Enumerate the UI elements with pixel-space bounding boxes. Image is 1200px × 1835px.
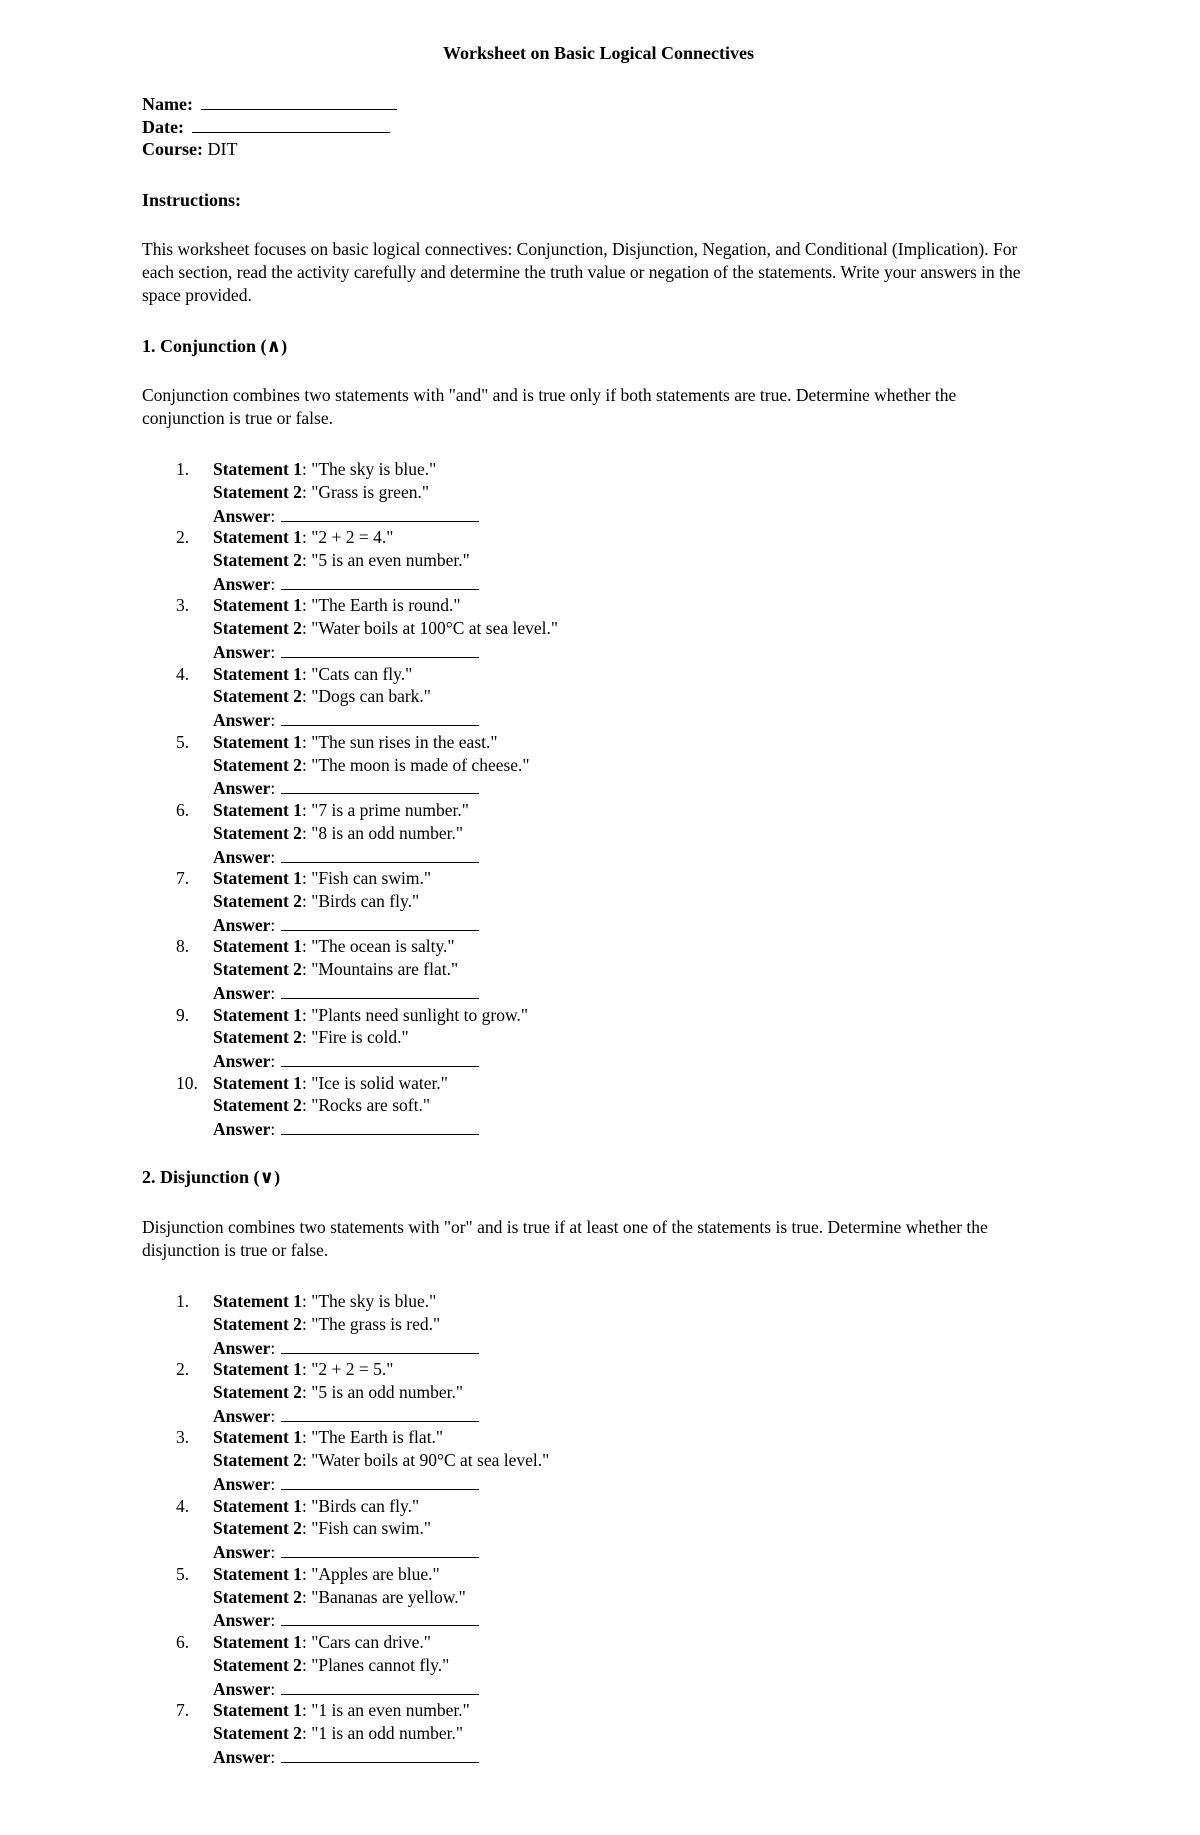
statement-2-line: Statement 2: "Water boils at 100°C at sea level." bbox=[213, 618, 559, 639]
statement-1-text: "Apples are blue." bbox=[311, 1563, 440, 1584]
conjunction-list bbox=[142, 458, 1022, 1140]
item-statements bbox=[213, 1631, 479, 1699]
answer-blank[interactable] bbox=[281, 1745, 479, 1763]
statement-2-line: Statement 2: "Dogs can bark." bbox=[213, 686, 431, 707]
statement-2-line: Statement 2: "Water boils at 90°C at sea level." bbox=[213, 1450, 550, 1471]
statement-1-label: Statement 1 bbox=[213, 1359, 302, 1380]
course-value: DIT bbox=[207, 139, 238, 159]
page-title: Worksheet on Basic Logical Connectives bbox=[443, 43, 754, 63]
answer-blank[interactable] bbox=[281, 504, 479, 522]
answer-blank[interactable] bbox=[281, 1677, 479, 1695]
item-statements bbox=[213, 458, 479, 526]
name-field[interactable] bbox=[142, 92, 397, 116]
statement-2-label: Statement 2 bbox=[213, 1381, 302, 1402]
statement-1-label: Statement 1 bbox=[213, 527, 302, 548]
answer-blank[interactable] bbox=[281, 1472, 479, 1490]
list-item bbox=[142, 731, 1022, 799]
answer-label: Answer bbox=[213, 1610, 271, 1631]
answer-blank[interactable] bbox=[281, 572, 479, 590]
statement-2-line: Statement 2: "The moon is made of cheese." bbox=[213, 754, 530, 775]
answer-blank[interactable] bbox=[281, 776, 479, 794]
statement-1-line: Statement 1: "The Earth is round." bbox=[213, 595, 461, 616]
answer-label: Answer bbox=[213, 1119, 271, 1140]
statement-1-line: Statement 1: "1 is an even number." bbox=[213, 1700, 470, 1721]
date-blank[interactable] bbox=[192, 115, 390, 133]
statement-1-label: Statement 1 bbox=[213, 1495, 302, 1516]
list-item bbox=[142, 799, 1022, 867]
statement-1-line: Statement 1: "The sky is blue." bbox=[213, 1291, 437, 1311]
item-statements bbox=[213, 1699, 479, 1767]
statement-1-text: "Cars can drive." bbox=[311, 1631, 431, 1652]
list-item bbox=[142, 1004, 1022, 1072]
answer-line[interactable]: Answer: bbox=[213, 1745, 479, 1768]
statement-2-line: Statement 2: "8 is an odd number." bbox=[213, 822, 464, 843]
list-item bbox=[142, 594, 1022, 662]
statement-2-text: "Planes cannot fly." bbox=[311, 1654, 450, 1675]
list-item bbox=[142, 1426, 1022, 1494]
item-statements bbox=[213, 1072, 479, 1140]
answer-blank[interactable] bbox=[281, 1117, 479, 1135]
statement-1-text: "The ocean is salty." bbox=[311, 936, 455, 957]
item-number: 7. bbox=[176, 868, 190, 889]
statement-2-text: "Fire is cold." bbox=[311, 1027, 409, 1048]
statement-1-line: Statement 1: "The ocean is salty." bbox=[213, 936, 455, 957]
item-statements bbox=[213, 935, 479, 1003]
statement-2-label: Statement 2 bbox=[213, 481, 302, 502]
statement-1-label: Statement 1 bbox=[213, 799, 302, 820]
statement-2-line: Statement 2: "Mountains are flat." bbox=[213, 959, 459, 980]
statement-2-text: "Birds can fly." bbox=[311, 890, 420, 911]
course-field bbox=[142, 138, 238, 161]
instructions-text: This worksheet focuses on basic logical connectives: Conjunction, Disjunction, Negation, and Conditional (Implication). For each section, read the activity carefully and determine the truth value or negation of the statements. Write your answers in the space provided. bbox=[142, 239, 1021, 305]
statement-2-label: Statement 2 bbox=[213, 549, 302, 570]
item-number: 4. bbox=[176, 663, 190, 684]
item-number: 9. bbox=[176, 1004, 190, 1025]
list-item bbox=[142, 1072, 1022, 1140]
statement-2-label: Statement 2 bbox=[213, 1654, 302, 1675]
item-number: 2. bbox=[176, 1359, 190, 1380]
statement-2-line: Statement 2: "Birds can fly." bbox=[213, 890, 420, 911]
statement-1-label: Statement 1 bbox=[213, 1072, 302, 1093]
answer-label: Answer bbox=[213, 1337, 271, 1358]
statement-2-label: Statement 2 bbox=[213, 686, 302, 707]
answer-label: Answer bbox=[213, 1542, 271, 1563]
statement-2-label: Statement 2 bbox=[213, 959, 302, 980]
answer-blank[interactable] bbox=[281, 1404, 479, 1422]
statement-1-label: Statement 1 bbox=[213, 1631, 302, 1652]
answer-label: Answer bbox=[213, 1678, 271, 1699]
answer-blank[interactable] bbox=[281, 1540, 479, 1558]
statement-2-label: Statement 2 bbox=[213, 618, 302, 639]
statement-2-label: Statement 2 bbox=[213, 1518, 302, 1539]
item-number: 1. bbox=[176, 1291, 190, 1311]
section-description-conjunction: Conjunction combines two statements with "and" and is true only if both statements are true. Determine whether the conjunction is true or false. bbox=[142, 385, 957, 428]
statement-1-label: Statement 1 bbox=[213, 1427, 302, 1448]
statement-2-text: "Rocks are soft." bbox=[311, 1095, 430, 1116]
statement-1-text: "Cats can fly." bbox=[311, 663, 413, 684]
statement-1-line: Statement 1: "Apples are blue." bbox=[213, 1563, 440, 1584]
list-item bbox=[142, 663, 1022, 731]
answer-line[interactable]: Answer: bbox=[213, 572, 479, 595]
statement-2-text: "The moon is made of cheese." bbox=[311, 754, 530, 775]
list-item bbox=[142, 867, 1022, 935]
statement-2-label: Statement 2 bbox=[213, 822, 302, 843]
item-number: 3. bbox=[176, 1427, 190, 1448]
item-statements bbox=[213, 1495, 479, 1563]
statement-2-text: "Water boils at 100°C at sea level." bbox=[311, 618, 559, 639]
item-statements bbox=[213, 1358, 479, 1426]
answer-label: Answer bbox=[213, 1405, 271, 1426]
statement-2-text: "8 is an odd number." bbox=[311, 822, 464, 843]
list-item bbox=[142, 1699, 1022, 1767]
answer-line[interactable]: Answer: bbox=[213, 640, 558, 663]
statement-1-label: Statement 1 bbox=[213, 663, 302, 684]
answer-blank[interactable] bbox=[281, 1608, 479, 1626]
statement-1-line: Statement 1: "2 + 2 = 4." bbox=[213, 527, 394, 548]
statement-1-line: Statement 1: "The sky is blue." bbox=[213, 459, 437, 479]
statement-1-text: "The Earth is round." bbox=[311, 595, 461, 616]
answer-blank[interactable] bbox=[281, 1049, 479, 1067]
statement-1-text: "Ice is solid water." bbox=[311, 1072, 448, 1093]
answer-label: Answer bbox=[213, 1051, 271, 1072]
statement-2-text: "Mountains are flat." bbox=[311, 959, 459, 980]
list-item bbox=[142, 935, 1022, 1003]
item-statements bbox=[213, 594, 558, 662]
statement-2-text: "5 is an even number." bbox=[311, 549, 470, 570]
statement-1-line: Statement 1: "Birds can fly." bbox=[213, 1495, 420, 1516]
statement-1-label: Statement 1 bbox=[213, 1291, 302, 1311]
item-number: 10. bbox=[176, 1072, 198, 1093]
item-number: 4. bbox=[176, 1495, 190, 1516]
item-statements bbox=[213, 526, 479, 594]
statement-1-line: Statement 1: "2 + 2 = 5." bbox=[213, 1359, 394, 1380]
list-item bbox=[142, 1631, 1022, 1699]
list-item bbox=[142, 1495, 1022, 1563]
instructions-heading: Instructions: bbox=[142, 190, 242, 210]
item-statements bbox=[213, 1290, 479, 1358]
answer-line[interactable]: Answer: bbox=[213, 1404, 479, 1427]
item-statements bbox=[213, 867, 479, 935]
statement-2-text: "Bananas are yellow." bbox=[311, 1586, 466, 1607]
statement-1-line: Statement 1: "Cats can fly." bbox=[213, 663, 413, 684]
item-number: 6. bbox=[176, 1631, 190, 1652]
statement-2-label: Statement 2 bbox=[213, 1027, 302, 1048]
answer-blank[interactable] bbox=[281, 981, 479, 999]
statement-2-label: Statement 2 bbox=[213, 890, 302, 911]
statement-2-text: "Dogs can bark." bbox=[311, 686, 431, 707]
statement-2-text: "Fish can swim." bbox=[311, 1518, 431, 1539]
answer-blank[interactable] bbox=[281, 845, 479, 863]
statement-1-line: Statement 1: "Ice is solid water." bbox=[213, 1072, 448, 1093]
item-number: 7. bbox=[176, 1700, 190, 1721]
item-statements bbox=[213, 663, 479, 731]
answer-line[interactable]: Answer: bbox=[213, 1540, 479, 1563]
section-heading-disjunction: 2. Disjunction (∨) bbox=[142, 1167, 281, 1187]
answer-blank[interactable] bbox=[281, 1336, 479, 1354]
statement-2-label: Statement 2 bbox=[213, 1586, 302, 1607]
item-number: 5. bbox=[176, 1563, 190, 1584]
answer-label: Answer bbox=[213, 1473, 271, 1494]
answer-label: Answer bbox=[213, 573, 271, 594]
statement-2-line: Statement 2: "1 is an odd number." bbox=[213, 1722, 464, 1743]
answer-line[interactable]: Answer: bbox=[213, 776, 530, 799]
date-field[interactable] bbox=[142, 115, 390, 139]
statement-2-line: Statement 2: "The grass is red." bbox=[213, 1313, 441, 1334]
item-statements bbox=[213, 1563, 479, 1631]
statement-2-text: "1 is an odd number." bbox=[311, 1722, 464, 1743]
answer-label: Answer bbox=[213, 982, 271, 1003]
statement-2-line: Statement 2: "Grass is green." bbox=[213, 481, 429, 502]
answer-line[interactable]: Answer: bbox=[213, 1336, 479, 1359]
answer-line[interactable]: Answer: bbox=[213, 1117, 479, 1140]
statement-1-text: "2 + 2 = 4." bbox=[311, 527, 394, 548]
statement-2-line: Statement 2: "5 is an even number." bbox=[213, 549, 470, 570]
answer-line[interactable]: Answer: bbox=[213, 845, 479, 868]
item-number: 2. bbox=[176, 527, 190, 548]
statement-1-label: Statement 1 bbox=[213, 459, 302, 479]
statement-1-text: "7 is a prime number." bbox=[311, 799, 469, 820]
item-statements bbox=[213, 1004, 528, 1072]
answer-label: Answer bbox=[213, 710, 271, 731]
item-statements bbox=[213, 731, 530, 799]
statement-2-label: Statement 2 bbox=[213, 1722, 302, 1743]
answer-line[interactable]: Answer: bbox=[213, 1677, 479, 1700]
answer-line[interactable]: Answer: bbox=[213, 708, 479, 731]
statement-1-text: "Fish can swim." bbox=[311, 868, 431, 889]
statement-1-text: "The Earth is flat." bbox=[311, 1427, 444, 1448]
statement-1-line: Statement 1: "Cars can drive." bbox=[213, 1631, 431, 1652]
statement-1-text: "1 is an even number." bbox=[311, 1700, 470, 1721]
answer-label: Answer bbox=[213, 914, 271, 935]
answer-line[interactable]: Answer: bbox=[213, 1472, 549, 1495]
answer-blank[interactable] bbox=[281, 913, 479, 931]
statement-2-label: Statement 2 bbox=[213, 1450, 302, 1471]
statement-1-label: Statement 1 bbox=[213, 1004, 302, 1025]
statement-2-line: Statement 2: "Planes cannot fly." bbox=[213, 1654, 450, 1675]
statement-2-text: "5 is an odd number." bbox=[311, 1381, 464, 1402]
list-item bbox=[142, 526, 1022, 594]
answer-line[interactable]: Answer: bbox=[213, 981, 479, 1004]
statement-1-text: "The sun rises in the east." bbox=[311, 731, 498, 752]
statement-2-text: "Water boils at 90°C at sea level." bbox=[311, 1450, 550, 1471]
name-label: Name: bbox=[142, 94, 193, 114]
statement-1-text: "2 + 2 = 5." bbox=[311, 1359, 394, 1380]
answer-label: Answer bbox=[213, 778, 271, 799]
item-statements bbox=[213, 1426, 549, 1494]
statement-1-label: Statement 1 bbox=[213, 595, 302, 616]
statement-2-line: Statement 2: "Fire is cold." bbox=[213, 1027, 409, 1048]
statement-1-line: Statement 1: "The sun rises in the east." bbox=[213, 731, 498, 752]
answer-label: Answer bbox=[213, 505, 271, 526]
item-number: 3. bbox=[176, 595, 190, 616]
statement-2-line: Statement 2: "5 is an odd number." bbox=[213, 1381, 464, 1402]
answer-line[interactable]: Answer: bbox=[213, 913, 479, 936]
answer-line[interactable]: Answer: bbox=[213, 1608, 479, 1631]
statement-1-text: "Birds can fly." bbox=[311, 1495, 420, 1516]
answer-line[interactable]: Answer: bbox=[213, 1049, 528, 1072]
statement-1-label: Statement 1 bbox=[213, 936, 302, 957]
statement-2-label: Statement 2 bbox=[213, 754, 302, 775]
statement-1-text: "The sky is blue." bbox=[311, 1291, 437, 1311]
statement-1-text: "The sky is blue." bbox=[311, 459, 437, 479]
answer-label: Answer bbox=[213, 846, 271, 867]
statement-2-label: Statement 2 bbox=[213, 1095, 302, 1116]
answer-line[interactable]: Answer: bbox=[213, 504, 479, 527]
item-number: 1. bbox=[176, 459, 190, 479]
statement-2-label: Statement 2 bbox=[213, 1313, 302, 1334]
statement-1-text: "Plants need sunlight to grow." bbox=[311, 1004, 529, 1025]
date-label: Date: bbox=[142, 117, 184, 137]
statement-1-line: Statement 1: "The Earth is flat." bbox=[213, 1427, 444, 1448]
list-item bbox=[142, 458, 1022, 526]
statement-2-line: Statement 2: "Bananas are yellow." bbox=[213, 1586, 466, 1607]
item-statements bbox=[213, 799, 479, 867]
statement-2-line: Statement 2: "Rocks are soft." bbox=[213, 1095, 430, 1116]
item-number: 6. bbox=[176, 799, 190, 820]
statement-2-text: "Grass is green." bbox=[311, 481, 429, 502]
answer-blank[interactable] bbox=[281, 708, 479, 726]
list-item bbox=[142, 1563, 1022, 1631]
statement-2-text: "The grass is red." bbox=[311, 1313, 441, 1334]
list-item bbox=[142, 1358, 1022, 1426]
statement-1-line: Statement 1: "Fish can swim." bbox=[213, 868, 431, 889]
statement-2-line: Statement 2: "Fish can swim." bbox=[213, 1518, 431, 1539]
section-heading-conjunction: 1. Conjunction (∧) bbox=[142, 336, 288, 356]
statement-1-label: Statement 1 bbox=[213, 731, 302, 752]
name-blank[interactable] bbox=[201, 92, 397, 110]
list-item bbox=[142, 1290, 1022, 1358]
answer-label: Answer bbox=[213, 641, 271, 662]
section-description-disjunction: Disjunction combines two statements with "or" and is true if at least one of the statements is true. Determine whether the disjunction is true or false. bbox=[142, 1217, 988, 1260]
answer-blank[interactable] bbox=[281, 640, 479, 658]
statement-1-line: Statement 1: "Plants need sunlight to grow." bbox=[213, 1004, 529, 1025]
course-label: Course: bbox=[142, 139, 203, 159]
item-number: 8. bbox=[176, 936, 190, 957]
statement-1-label: Statement 1 bbox=[213, 1563, 302, 1584]
disjunction-list bbox=[142, 1290, 1022, 1767]
statement-1-line: Statement 1: "7 is a prime number." bbox=[213, 799, 469, 820]
statement-1-label: Statement 1 bbox=[213, 1700, 302, 1721]
statement-1-label: Statement 1 bbox=[213, 868, 302, 889]
item-number: 5. bbox=[176, 731, 190, 752]
answer-label: Answer bbox=[213, 1746, 271, 1767]
